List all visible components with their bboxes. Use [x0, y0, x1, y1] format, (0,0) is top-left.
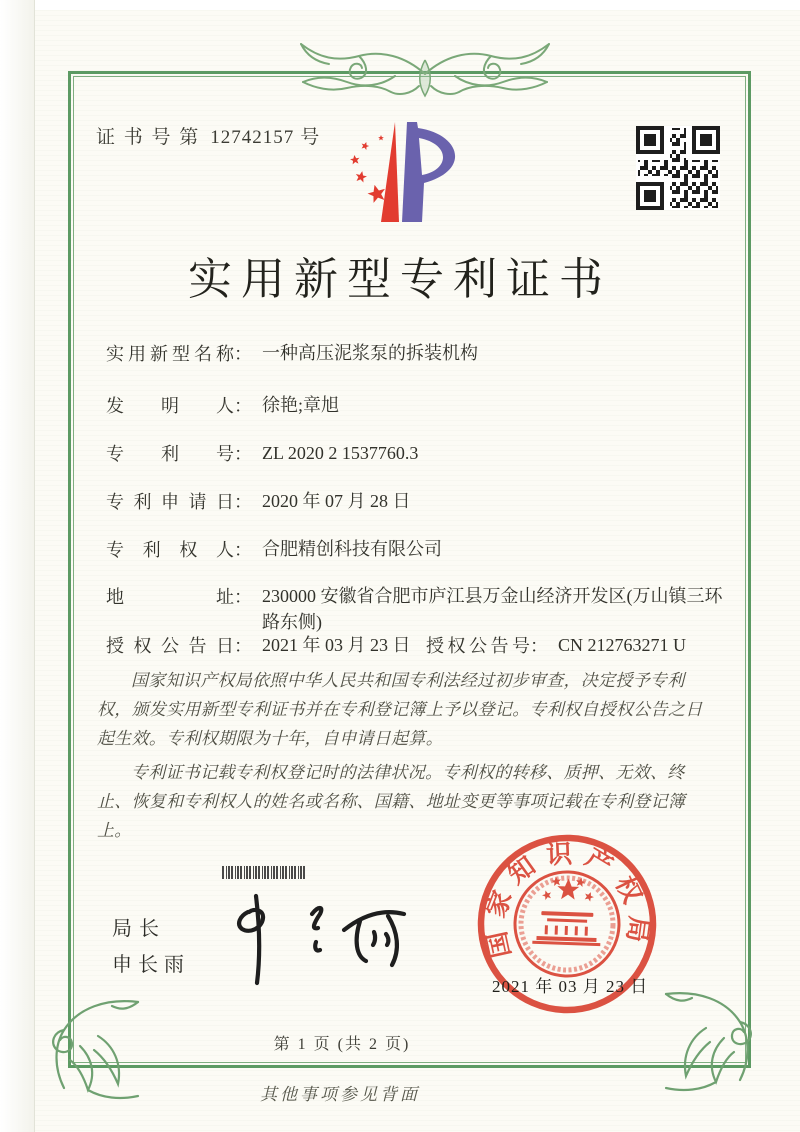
page-number: 第 1 页 (共 2 页) [273, 1036, 411, 1053]
top-flourish-ornament [287, 36, 563, 108]
legal-text [97, 666, 713, 850]
seal-text: 国家知识产权局 [480, 839, 654, 961]
field-label: 专利号 [106, 444, 234, 464]
field-row-patentee [106, 536, 726, 562]
back-note: 其他事项参见背面 [260, 1085, 420, 1104]
field-row-patent-no [106, 440, 726, 466]
field-value: 徐艳;章旭 [262, 395, 340, 415]
field-row-name [106, 340, 726, 366]
svg-text:国家知识产权局 [479, 836, 656, 967]
field-row-filing-date [106, 488, 726, 514]
field-label: 实用新型名称 [106, 344, 234, 364]
field-value: 2021 年 03 月 23 日 [262, 635, 411, 655]
certificate-number-suffix: 号 [300, 127, 322, 148]
field-label: 专利申请日 [106, 492, 234, 512]
field-colon: ： [234, 396, 252, 416]
field-colon: ： [530, 636, 548, 656]
field-row-address [106, 583, 726, 635]
field-label: 发明人 [106, 396, 234, 416]
legal-paragraph: 国家知识产权局依照中华人民共和国专利法经过初步审查，决定授予专利权，颁发实用新型专利证书并在专利登记簿上予以登记。专利权自授权公告之日起生效。专利权期限为十年，自申请日起算。 [97, 671, 703, 748]
seal-date: 2021 年 03 月 23 日 [492, 977, 649, 996]
field-row-inventor [106, 392, 726, 418]
field-row-grant [106, 632, 726, 658]
commissioner-signature [226, 876, 416, 991]
field-colon: ： [234, 587, 252, 607]
officer-name: 申长雨 [112, 954, 190, 976]
field-colon: ： [234, 636, 252, 656]
field-colon: ： [234, 344, 252, 364]
legal-paragraph: 专利证书记载专利权登记时的法律状况。专利权的转移、质押、无效、终止、恢复和专利权人的姓名或名称、国籍、地址变更等事项记载在专利登记簿上。 [97, 763, 686, 840]
officer-title: 局长 [112, 918, 166, 940]
grant-number-pair [426, 632, 686, 658]
cnipa-logo [338, 116, 470, 230]
field-value: ZL 2020 2 1537760.3 [262, 443, 419, 463]
field-colon: ： [234, 492, 252, 512]
field-value: 合肥精创科技有限公司 [262, 539, 442, 559]
field-value: 2020 年 07 月 28 日 [262, 491, 411, 511]
field-label: 授权公告号 [426, 636, 530, 656]
field-value: 一种高压泥浆泵的拆装机构 [262, 343, 478, 363]
qr-code [636, 126, 720, 210]
certificate-title: 实用新型专利证书 [188, 255, 612, 304]
field-colon: ： [234, 540, 252, 560]
field-label: 地址 [106, 587, 234, 607]
field-value: 230000 安徽省合肥市庐江县万金山经济开发区(万山镇三环路东侧) [262, 586, 723, 632]
field-label: 授权公告日 [106, 636, 234, 656]
certificate-number-prefix: 证 书 号 第 [96, 127, 201, 148]
certificate-number [96, 122, 321, 149]
scan-edge [0, 0, 35, 1132]
field-value: CN 212763271 U [558, 635, 687, 655]
certificate-number-value: 12742157 [210, 127, 295, 148]
field-label: 专利权人 [106, 540, 234, 560]
field-colon: ： [234, 444, 252, 464]
